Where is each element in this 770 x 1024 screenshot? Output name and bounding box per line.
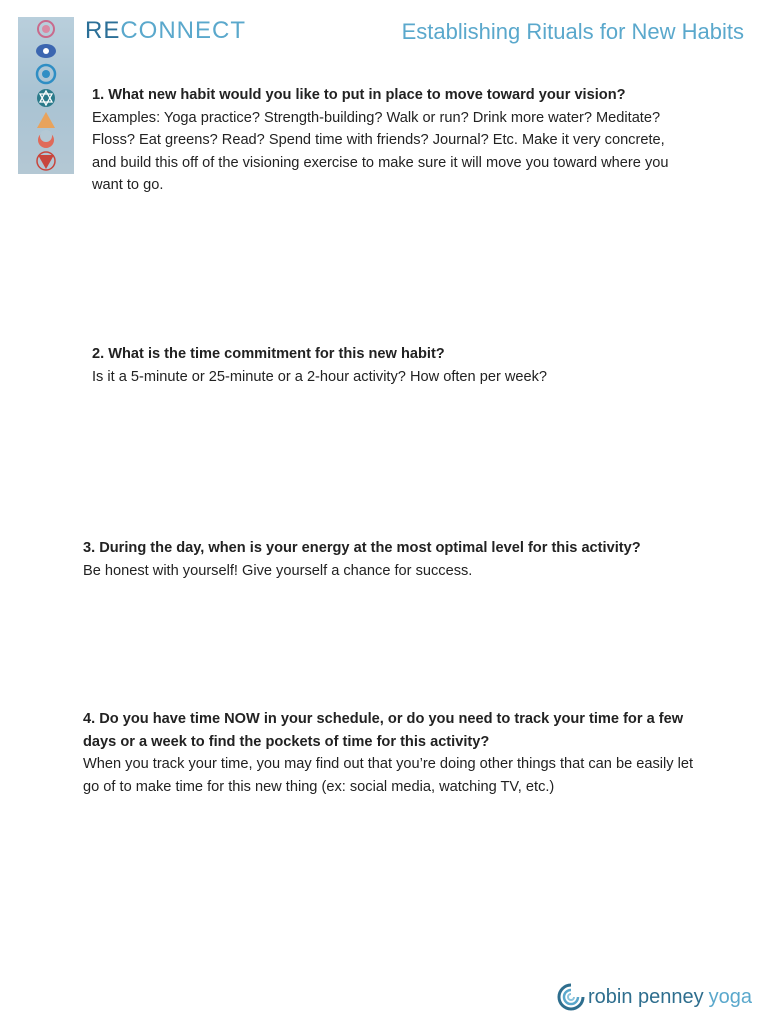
question-2-body-line: Is it a 5-minute or 25-minute or a 2-hour activity? How often per week? xyxy=(92,368,548,385)
question-1-body-line: want to go. xyxy=(92,177,164,194)
question-1-title: 1. What new habit would you like to put in place to move toward your vision? xyxy=(92,87,626,103)
crescent-icon xyxy=(38,130,54,148)
footer-logo-accent: yoga xyxy=(708,985,752,1008)
brand-connect: CONNECT xyxy=(120,17,247,44)
question-4-title-line: days or a week to find the pockets of time for this activity? xyxy=(83,733,490,750)
chakra-sidebar-image xyxy=(18,17,74,174)
question-4-body-line: go of to make time for this new thing (ex: social media, watching TV, etc.) xyxy=(83,778,555,795)
question-2-title: 2. What is the time commitment for this new habit? xyxy=(92,346,445,362)
swirl-icon xyxy=(556,982,586,1012)
footer-logo-main: robin penney xyxy=(587,985,704,1008)
document-title: Establishing Rituals for New Habits xyxy=(401,19,744,44)
brand-logo xyxy=(85,17,246,45)
star-of-david-icon xyxy=(37,89,55,107)
triangle-icon xyxy=(37,112,55,128)
footer-logo xyxy=(556,982,752,1012)
concentric-circle-icon xyxy=(37,65,55,83)
question-4 xyxy=(83,708,693,798)
question-1-body-line: Floss? Eat greens? Read? Spend time with friends? Journal? Etc. Make it very concrete, xyxy=(92,132,665,149)
brand-re: RE xyxy=(85,17,121,44)
question-3-title: 3. During the day, when is your energy at the most optimal level for this activity? xyxy=(83,540,641,556)
question-4-body-line: When you track your time, you may find out that you’re doing other things that can be easily let xyxy=(83,756,694,773)
question-1-body-line: and build this off of the visioning exercise to make sure it will move you toward where you xyxy=(92,154,669,171)
question-1 xyxy=(92,84,668,197)
question-1-body-line: Examples: Yoga practice? Strength-building? Walk or run? Drink more water? Meditate? xyxy=(92,109,661,126)
lotus-icon xyxy=(38,21,54,37)
question-4-title-line: 4. Do you have time NOW in your schedule, or do you need to track your time for a few xyxy=(83,711,684,727)
question-3 xyxy=(83,537,641,582)
question-3-body-line: Be honest with yourself! Give yourself a chance for success. xyxy=(83,562,473,579)
question-2 xyxy=(92,343,547,388)
inverted-triangle-icon xyxy=(37,152,55,170)
crown-eye-icon xyxy=(36,44,56,58)
